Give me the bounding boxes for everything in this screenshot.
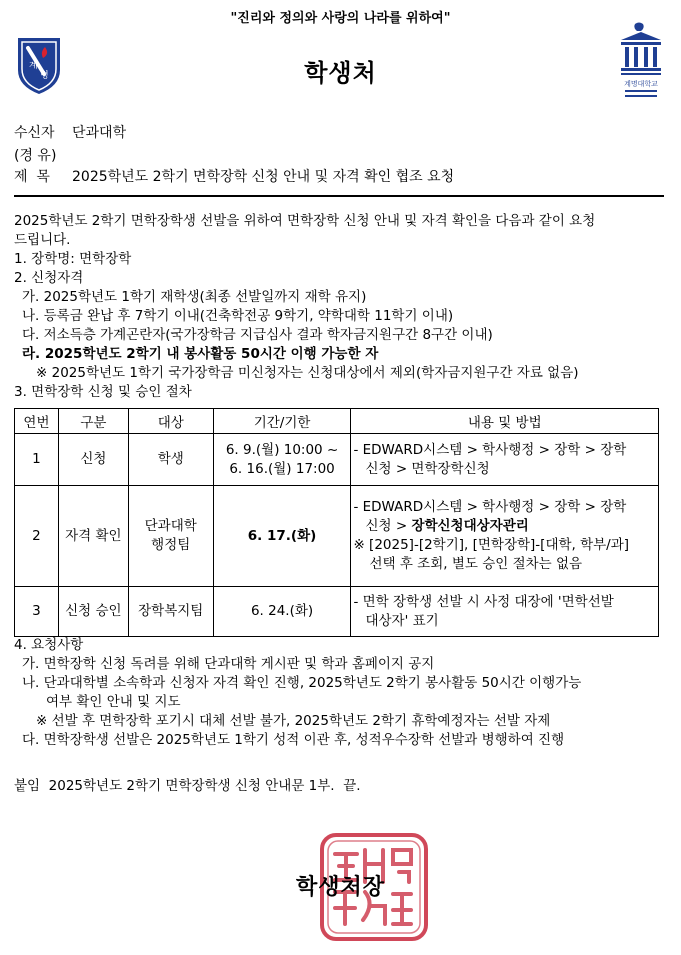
section-4-b: 나. 단과대학별 소속학과 신청자 자격 확인 진행, 2025학년도 2학기 봉사활동 50시간 이행가능 bbox=[22, 675, 582, 691]
row-method-line bbox=[353, 517, 654, 536]
header-no: 연번 bbox=[15, 409, 59, 434]
via-line bbox=[14, 145, 56, 165]
row-method-note: ※ [2025]-[2학기], [면학장학]-[대학, 학부/과] bbox=[353, 537, 630, 553]
svg-text:명: 명 bbox=[40, 71, 49, 81]
requests-section bbox=[14, 636, 674, 750]
header-divider bbox=[14, 195, 664, 197]
header-method: 내용 및 방법 bbox=[351, 409, 659, 434]
recipient-line bbox=[14, 122, 126, 142]
logo-right-caption: 계명대학교 bbox=[624, 80, 658, 88]
row-method-line: - EDWARD시스템 > 학사행정 > 장학 > 장학 bbox=[353, 499, 627, 515]
row-method-line: - EDWARD시스템 > 학사행정 > 장학 > 장학 bbox=[353, 441, 627, 458]
row-no: 2 bbox=[15, 486, 59, 587]
row-no: 3 bbox=[15, 587, 59, 637]
motto: "진리와 정의와 사랑의 나라를 위하여" bbox=[230, 11, 451, 26]
row-period: 6. 17.(화) bbox=[213, 486, 351, 587]
org-title: 학생처 bbox=[304, 59, 377, 87]
subject-label: 제 목 bbox=[14, 169, 50, 185]
header-type: 구분 bbox=[58, 409, 128, 434]
header-period: 기간/기한 bbox=[213, 409, 351, 434]
section-4-note: ※ 선발 후 면학장학 포기시 대체 선발 불가, 2025학년도 2학기 휴학예정자는 선발 자제 bbox=[36, 713, 551, 729]
row-method bbox=[351, 486, 659, 587]
section-2: 2. 신청자격 bbox=[14, 270, 84, 286]
row-method-line: 대상자' 표기 bbox=[365, 612, 439, 629]
row-method-line: 선택 후 조회, 별도 승인 절차는 없음 bbox=[369, 556, 583, 572]
row-method-line: - 면학 장학생 선발 시 사정 대장에 '면학선발 bbox=[353, 593, 614, 610]
section-4-a: 가. 면학장학 신청 독려를 위해 단과대학 게시판 및 학과 홈페이지 공지 bbox=[22, 656, 435, 672]
section-4-c: 다. 면학장학생 선발은 2025학년도 1학기 성적 이관 후, 성적우수장학 선발과 병행하여 진행 bbox=[22, 732, 565, 748]
recipient-label: 수신자 bbox=[14, 125, 55, 141]
row-method bbox=[351, 587, 659, 637]
section-2-note: ※ 2025학년도 1학기 국가장학금 미신청자는 신청대상에서 제외(학자금지원구간 자료 없음) bbox=[36, 365, 579, 381]
section-4: 4. 요청사항 bbox=[14, 637, 84, 653]
subject-line bbox=[14, 166, 454, 186]
svg-text:계: 계 bbox=[29, 61, 38, 71]
row-type: 자격 확인 bbox=[58, 486, 128, 587]
section-2-d: 라. 2025학년도 2학기 내 봉사활동 50시간 이행 가능한 자 bbox=[22, 346, 379, 362]
university-emblem-right bbox=[615, 22, 667, 102]
intro-line-1: 2025학년도 2학기 면학장학생 선발을 위하여 면학장학 신청 안내 및 자격 확인을 다음과 같이 요청 bbox=[14, 213, 596, 229]
table-header-row bbox=[15, 409, 659, 434]
attachment-line: 붙임 2025학년도 2학기 면학장학생 신청 안내문 1부. 끝. bbox=[14, 778, 361, 794]
intro-line-2: 드립니다. bbox=[14, 232, 71, 248]
procedure-table bbox=[14, 408, 659, 637]
section-1: 1. 장학명: 면학장학 bbox=[14, 251, 132, 267]
row-target: 학생 bbox=[128, 434, 213, 486]
section-2-a: 가. 2025학년도 1학기 재학생(최종 선발일까지 재학 유지) bbox=[22, 289, 367, 305]
row-no: 1 bbox=[15, 434, 59, 486]
row-method bbox=[351, 434, 659, 486]
header-target: 대상 bbox=[128, 409, 213, 434]
row-type: 신청 승인 bbox=[58, 587, 128, 637]
section-4-b-cont: 여부 확인 안내 및 지도 bbox=[46, 694, 181, 710]
row-period-end: 6. 16.(월) 17:00 bbox=[229, 460, 335, 477]
row-target: 장학복지팀 bbox=[128, 587, 213, 637]
row-target bbox=[128, 486, 213, 587]
row-period bbox=[213, 434, 351, 486]
row-method-prefix: 신청 > bbox=[365, 518, 412, 534]
table-row bbox=[15, 434, 659, 486]
row-method-line: 신청 > 면학장학신청 bbox=[365, 460, 490, 477]
subject-value: 2025학년도 2학기 면학장학 신청 안내 및 자격 확인 협조 요청 bbox=[72, 169, 455, 185]
recipient-value: 단과대학 bbox=[72, 125, 127, 141]
via-label: (경 유) bbox=[14, 148, 57, 164]
row-target-line: 행정팀 bbox=[151, 537, 191, 553]
row-method-menu: 장학신청대상자관리 bbox=[411, 518, 529, 534]
document-body bbox=[14, 212, 664, 402]
section-2-c: 다. 저소득층 가계곤란자(국가장학금 지급심사 결과 학자금지원구간 8구간 이내) bbox=[22, 327, 493, 343]
row-type: 신청 bbox=[58, 434, 128, 486]
section-3: 3. 면학장학 신청 및 승인 절차 bbox=[14, 384, 192, 400]
table-row bbox=[15, 486, 659, 587]
row-target-line: 단과대학 bbox=[144, 518, 197, 534]
section-2-b: 나. 등록금 완납 후 7학기 이내(건축학전공 9학기, 약학대학 11학기 이내) bbox=[22, 308, 454, 324]
table-row bbox=[15, 587, 659, 637]
row-period: 6. 24.(화) bbox=[213, 587, 351, 637]
signature-title: 학생처장 bbox=[295, 875, 385, 900]
row-period-start: 6. 9.(월) 10:00 ~ bbox=[225, 441, 339, 458]
